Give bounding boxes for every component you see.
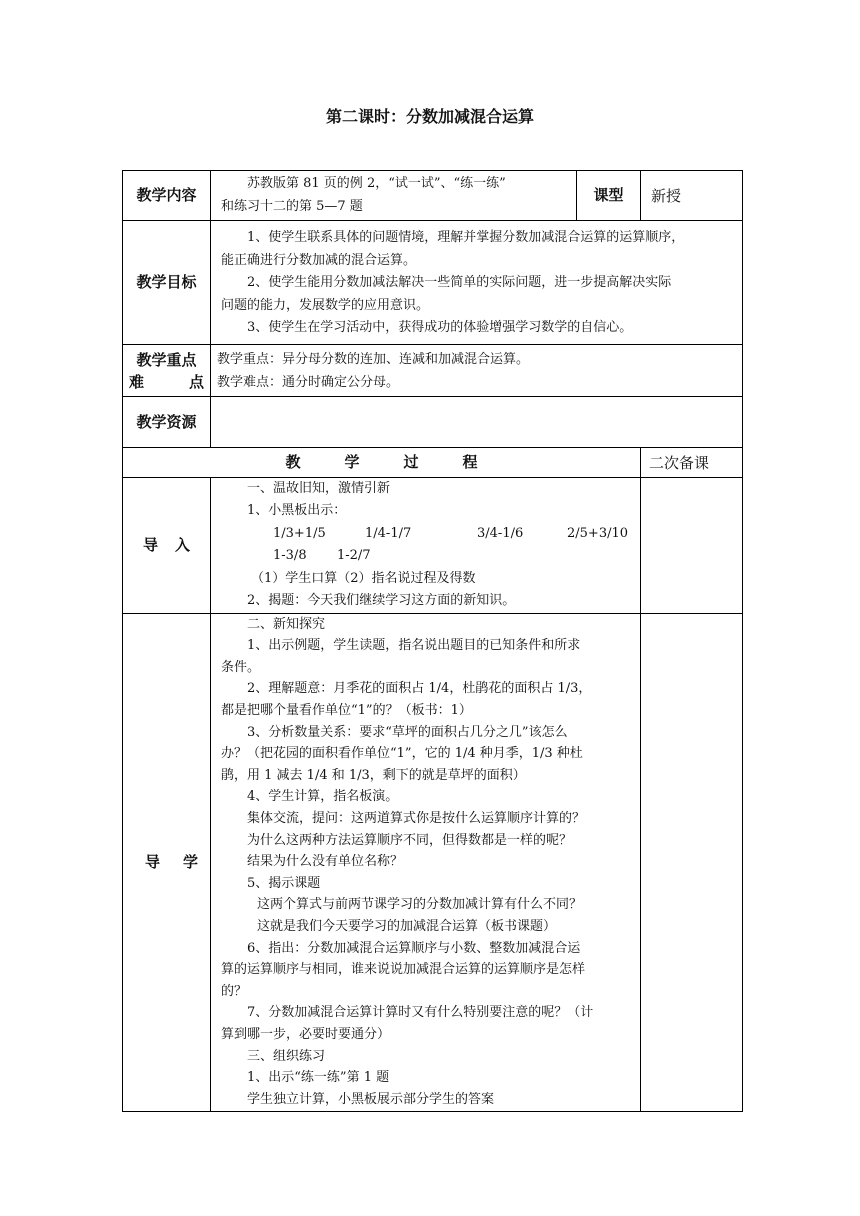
key-point-text: 教学重点：异分母分数的连加、连减和加减混合运算。 bbox=[217, 352, 530, 367]
guide-line: 二、新知探究 bbox=[247, 616, 326, 632]
guide-line: 为什么这两种方法运算顺序不同，但得数都是一样的呢？ bbox=[247, 832, 573, 848]
guide-line: 三、组织练习 bbox=[247, 1048, 326, 1064]
row-guide bbox=[123, 613, 743, 1111]
label-content: 教学内容 bbox=[123, 171, 211, 221]
intro-line: （1）学生口算（2）指名说过程及得数 bbox=[251, 570, 476, 586]
label-key-points: 教学重点 bbox=[136, 350, 197, 369]
guide-line: 6、指出：分数加减混合运算顺序与小数、整数加减混合运 bbox=[247, 940, 581, 956]
content-line-2: 和练习十二的第 5—7 题 bbox=[221, 198, 363, 214]
guide-line: 学生独立计算，小黑板展示部分学生的答案 bbox=[247, 1091, 495, 1107]
page-title: 第二课时：分数加减混合运算 bbox=[325, 107, 534, 126]
second-prep-header: 二次备课 bbox=[641, 448, 743, 478]
row-goals bbox=[123, 221, 743, 345]
intro-line: 2、揭题：今天我们继续学习这方面的新知识。 bbox=[247, 593, 516, 608]
guide-line: 2、理解题意：月季花的面积占 1/4，杜鹃花的面积占 1/3， bbox=[247, 681, 592, 697]
intro-line: 1、小黑板出示： bbox=[247, 503, 347, 518]
second-prep-intro bbox=[641, 477, 743, 613]
goal-line: 3、使学生在学习活动中，获得成功的体验增强学习数学的自信心。 bbox=[247, 320, 633, 336]
row-intro bbox=[123, 477, 743, 613]
guide-line: 4、学生计算，指名板演。 bbox=[247, 789, 399, 805]
lesson-type-value: 新授 bbox=[641, 171, 743, 221]
goal-line: 2、使学生能用分数加减法解决一些简单的实际问题，进一步提高解决实际 bbox=[247, 275, 672, 291]
goal-line: 能正确进行分数加减的混合运算。 bbox=[221, 252, 417, 268]
label-goals: 教学目标 bbox=[123, 221, 211, 345]
guide-line: 的？ bbox=[221, 983, 248, 999]
row-process-header bbox=[123, 448, 743, 478]
label-difficulties: 难 点 bbox=[129, 372, 204, 391]
guide-line: 算的运算顺序与相同，谁来说说加减混合运算的运算顺序是怎样 bbox=[221, 962, 586, 978]
row-content bbox=[123, 171, 743, 221]
guide-line: 结果为什么没有单位名称？ bbox=[247, 854, 404, 870]
guide-line: 这就是我们今天要学习的加减混合运算（板书课题） bbox=[257, 918, 557, 934]
label-intro: 导 入 bbox=[143, 535, 190, 554]
goal-line: 问题的能力，发展数学的应用意识。 bbox=[221, 297, 430, 313]
guide-line: 都是把哪个量看作单位“1”的？（板书：1） bbox=[221, 703, 472, 719]
content-line-1: 苏教版第 81 页的例 2，“试一试”、“练一练” bbox=[247, 176, 506, 191]
resources-value bbox=[211, 397, 743, 448]
guide-line: 办？（把花园的面积看作单位“1”，它的 1/4 种月季，1/3 种杜 bbox=[221, 746, 583, 762]
lesson-plan-table bbox=[122, 170, 743, 1112]
label-guide: 导 学 bbox=[145, 852, 198, 871]
intro-line: 一、温故旧知，激情引新 bbox=[247, 480, 391, 496]
guide-line: 1、出示例题，学生读题，指名说出题目的已知条件和所求 bbox=[247, 638, 581, 654]
goal-line: 1、使学生联系具体的问题情境，理解并掌握分数加减混合运算的运算顺序， bbox=[247, 230, 685, 246]
process-header: 教学过程 bbox=[123, 448, 641, 478]
guide-line: 1、出示“练一练”第 1 题 bbox=[247, 1070, 390, 1086]
guide-line: 鹃，用 1 减去 1/4 和 1/3，剩下的就是草坪的面积） bbox=[221, 767, 526, 783]
guide-line: 这两个算式与前两节课学习的分数加减计算有什么不同？ bbox=[257, 897, 583, 913]
label-lesson-type: 课型 bbox=[577, 171, 641, 221]
intro-expressions-2: 1-3/8 1-2/7 bbox=[273, 548, 371, 563]
label-resources: 教学资源 bbox=[123, 397, 211, 448]
guide-line: 5、揭示课题 bbox=[247, 875, 321, 891]
guide-line: 条件。 bbox=[221, 659, 261, 675]
guide-line: 算到哪一步，必要时要通分） bbox=[221, 1026, 391, 1042]
guide-line: 3、分析数量关系：要求“草坪的面积占几分之几”该怎么 bbox=[247, 724, 568, 740]
guide-line: 7、分数加减混合运算计算时又有什么特别要注意的呢？（计 bbox=[247, 1005, 594, 1021]
row-resources bbox=[123, 397, 743, 448]
guide-line: 集体交流，提问：这两道算式你是按什么运算顺序计算的？ bbox=[247, 811, 586, 827]
intro-expressions: 1/3+1/5 1/4-1/7 3/4-1/6 2/5+3/10 bbox=[273, 525, 629, 541]
second-prep-guide bbox=[641, 613, 743, 1111]
difficulty-text: 教学难点：通分时确定公分母。 bbox=[217, 374, 400, 390]
row-key-points bbox=[123, 345, 743, 397]
